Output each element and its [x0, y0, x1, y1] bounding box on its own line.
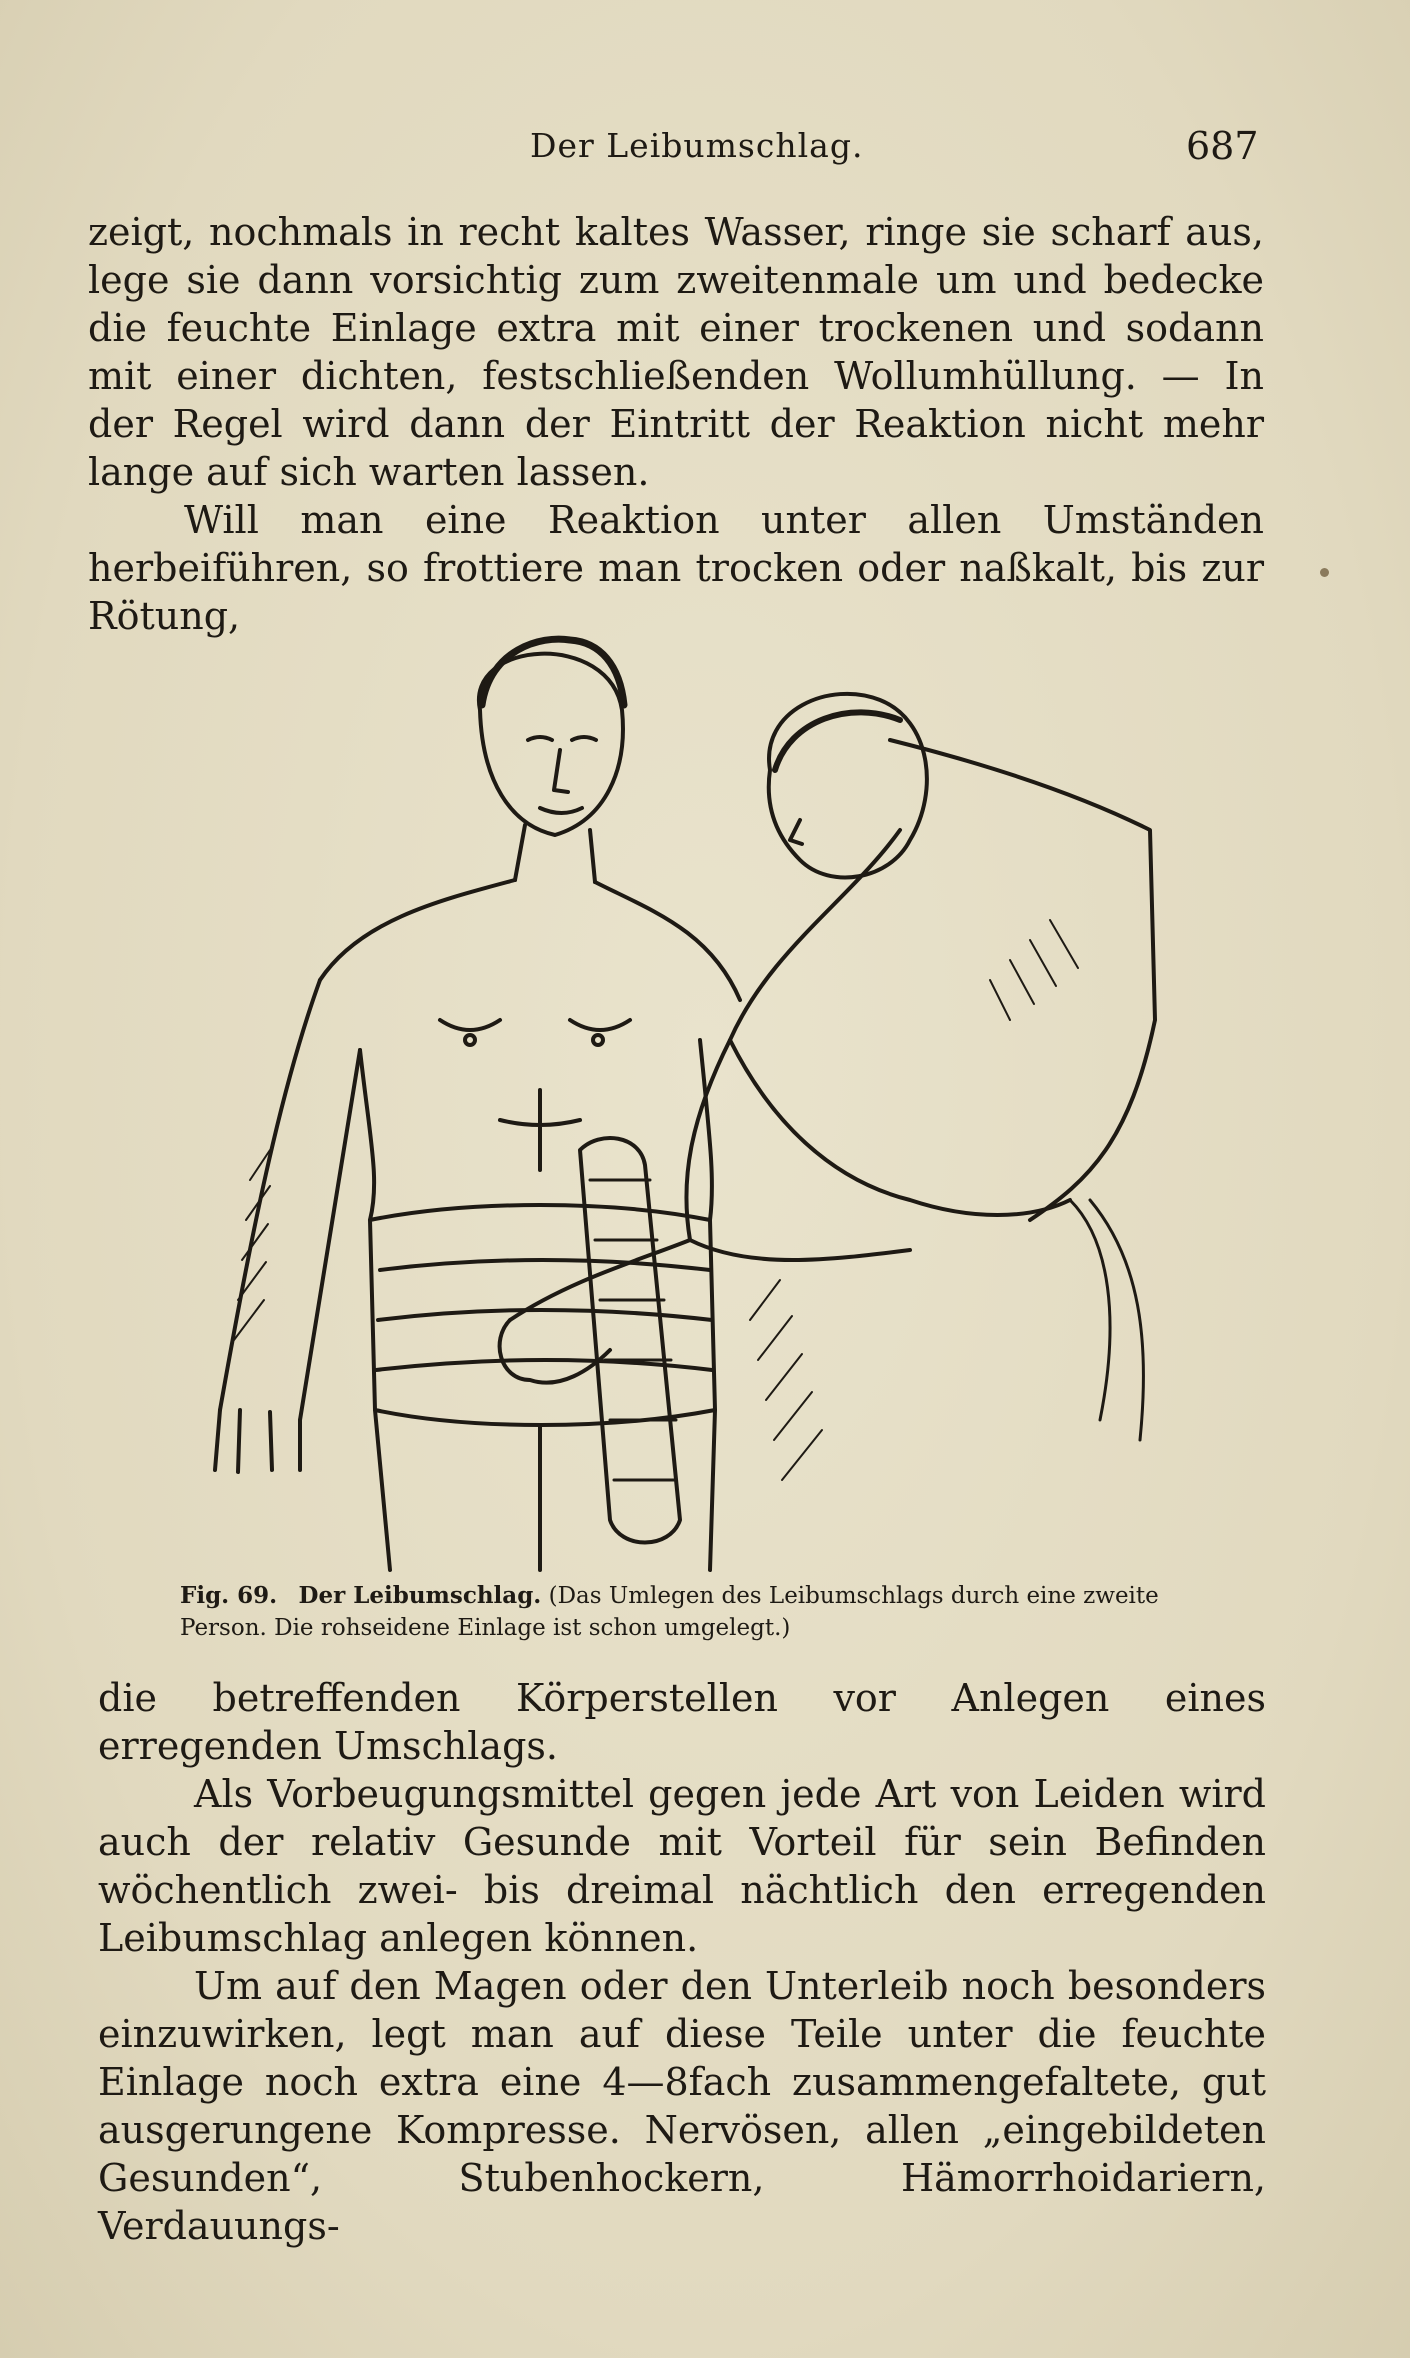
paragraph-umschlag: die betreffenden Körperstellen vor Anlegen eines erregenden Umschlags.: [98, 1676, 1266, 1768]
page-number: 687: [1186, 124, 1259, 168]
paper-speck: [1320, 568, 1329, 577]
helper-coat: [890, 740, 1155, 1220]
paragraph-reaction: Will man eine Reaktion unter allen Umständen herbeiführen, so frottiere man trocken oder naßkalt, bis zur Rötung,: [88, 498, 1264, 638]
running-title: Der Leibumschlag.: [530, 126, 864, 165]
figure-illustration: [210, 620, 1170, 1580]
paragraph-vorbeugung: Als Vorbeugungsmittel gegen jede Art von Leiden wird auch der relativ Gesunde mit Vorteil für sein Befinden wöchentlich zwei- bis dreimal nächtlich den erregenden Leibumschlag anlegen können.: [98, 1772, 1266, 1960]
bottom-text-block: [98, 1674, 1266, 2250]
top-text-block: [88, 208, 1264, 640]
figure-caption-text: (Das Umlegen des Leibumschlags durch eine zweite Person. Die rohseidene Einlage ist schon umgelegt.): [180, 1583, 1159, 1641]
running-head: [0, 126, 1410, 176]
engraving-illustration-icon: [210, 620, 1170, 1580]
wrap-roll: [580, 1138, 680, 1543]
figure-caption: [180, 1580, 1200, 1644]
figure-title: Der Leibumschlag.: [298, 1582, 542, 1609]
paragraph-magen: Um auf den Magen oder den Unterleib noch besonders einzuwirken, legt man auf diese Teile unter die feuchte Einlage noch extra eine 4—8fach zusammengefaltete, gut ausgerungene Kompresse. Nervösen, allen „eingebildeten Gesunden“, Stubenhockern, Hämorrhoidariern, Verdauungs-: [98, 1964, 1266, 2248]
patient-shoulders: [320, 880, 740, 1000]
helper-head: [769, 694, 927, 878]
paragraph-continued: zeigt, nochmals in recht kaltes Wasser, ringe sie scharf aus, lege sie dann vorsichtig zum zweitenmale um und bedecke die feuchte Einlage extra mit einer trockenen und sodann mit einer dichten, festschließenden Wollumhüllung. — In der Regel wird dann der Eintritt der Reaktion nicht mehr lange auf sich warten lassen.: [88, 210, 1264, 494]
figure-label: Fig. 69.: [180, 1582, 278, 1609]
patient-head: [479, 654, 623, 835]
